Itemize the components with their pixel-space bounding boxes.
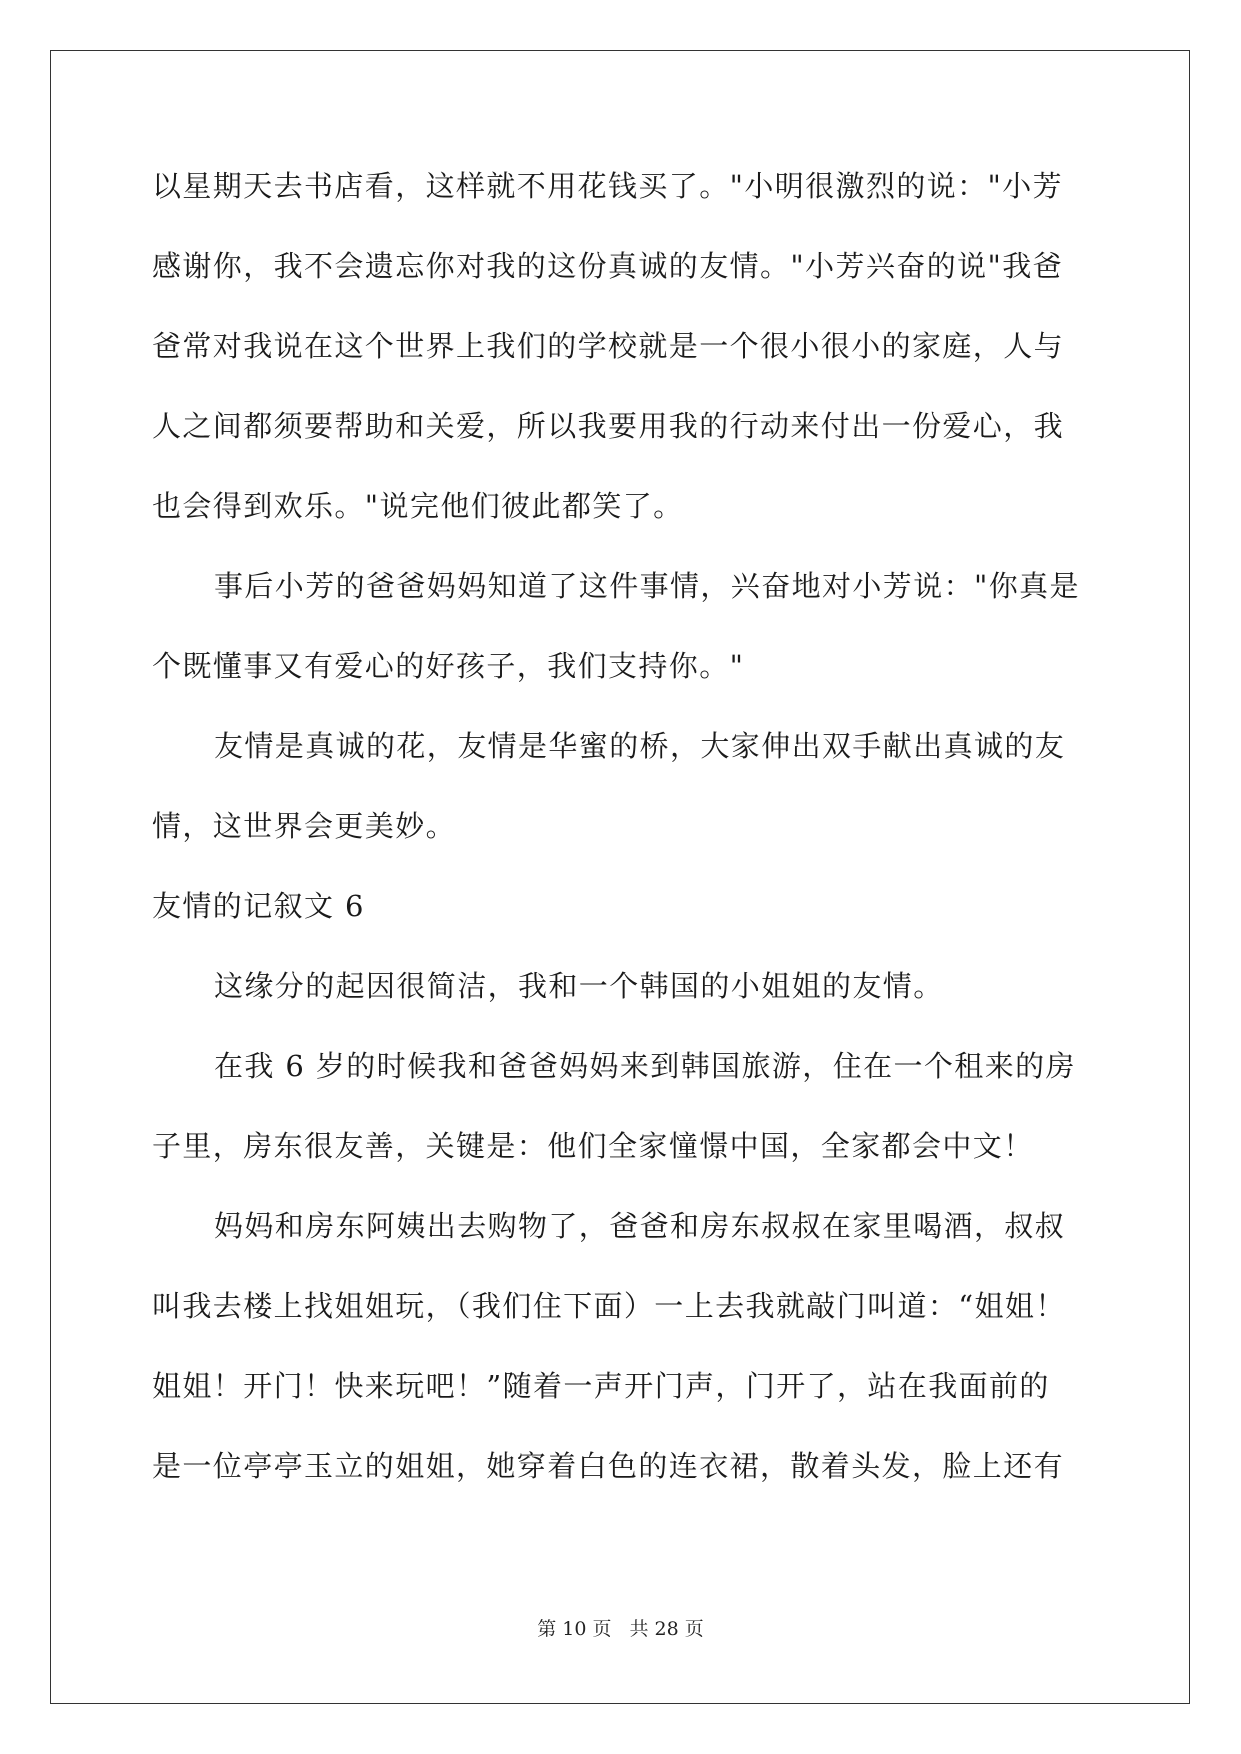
text-line: 情，这世界会更美妙。 xyxy=(152,809,457,843)
page-total: 共 28 页 xyxy=(629,1618,704,1640)
text-line: 也会得到欢乐。"说完他们彼此都笑了。 xyxy=(152,489,684,523)
text-line: 子里，房东很友善，关键是：他们全家憧憬中国，全家都会中文！ xyxy=(152,1129,1034,1163)
page-footer xyxy=(0,1617,1241,1641)
text-line: 是一位亭亭玉立的姐姐，她穿着白色的连衣裙，散着头发，脸上还有 xyxy=(152,1449,1065,1483)
page-number: 第 10 页 xyxy=(537,1618,612,1640)
text-line: 叫我去楼上找姐姐玩，（我们住下面）一上去我就敲门叫道：“姐姐！ xyxy=(152,1289,1066,1323)
text-line: 人之间都须要帮助和关爱，所以我要用我的行动来付出一份爱心，我 xyxy=(152,409,1065,443)
text-line: 姐姐！开门！快来玩吧！”随着一声开门声，门开了，站在我面前的 xyxy=(152,1369,1050,1403)
text-line: 以星期天去书店看，这样就不用花钱买了。"小明很激烈的说："小芳 xyxy=(152,169,1064,203)
text-line: 这缘分的起因很简洁，我和一个韩国的小姐姐的友情。 xyxy=(214,969,944,1003)
text-line: 妈妈和房东阿姨出去购物了，爸爸和房东叔叔在家里喝酒，叔叔 xyxy=(214,1209,1066,1243)
text-line: 在我 6 岁的时候我和爸爸妈妈来到韩国旅游，住在一个租来的房 xyxy=(214,1049,1076,1083)
text-line: 友情是真诚的花，友情是华蜜的桥，大家伸出双手献出真诚的友 xyxy=(214,729,1066,763)
text-line: 感谢你，我不会遗忘你对我的这份真诚的友情。"小芳兴奋的说"我爸 xyxy=(152,249,1064,283)
text-line: 爸常对我说在这个世界上我们的学校就是一个很小很小的家庭，人与 xyxy=(152,329,1065,363)
section-heading: 友情的记叙文 6 xyxy=(152,889,365,923)
text-line: 事后小芳的爸爸妈妈知道了这件事情，兴奋地对小芳说："你真是 xyxy=(214,569,1080,603)
text-line: 个既懂事又有爱心的好孩子，我们支持你。" xyxy=(152,649,745,683)
